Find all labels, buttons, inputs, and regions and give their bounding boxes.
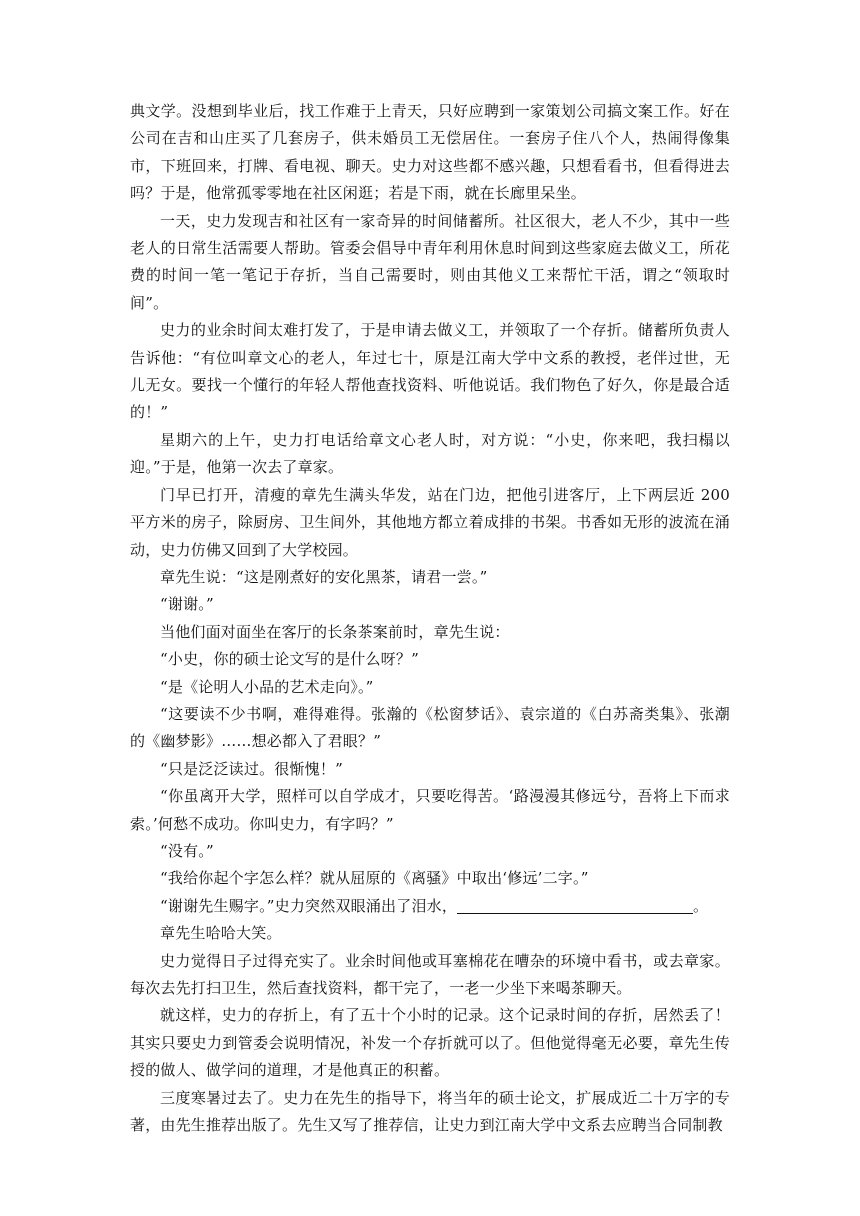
paragraph-11: “这要读不少书啊，难得难得。张瀚的《松窗梦话》、袁宗道的《白苏斋类集》、张潮的《幽梦影》……想必都入了君眼？” (130, 704, 730, 751)
paragraph-12: “只是泛泛读过。很惭愧！” (160, 759, 343, 778)
paragraph-16 (130, 893, 730, 920)
paragraph-16-tail: 。 (693, 896, 709, 915)
paragraph-7: “谢谢。” (160, 595, 214, 614)
paragraph-5: 门早已打开，清瘦的章先生满头华发，站在门边，把他引进客厅，上下两层近 200 平方米的房子，除厨房、卫生间外，其他地方都立着成排的书架。书香如无形的波流在涌动，史力仿佛又回到了大学校园。 (130, 485, 730, 559)
paragraph-17: 章先生哈哈大笑。 (160, 924, 282, 943)
paragraph-3: 史力的业余时间太难打发了，于是申请去做义工，并领取了一个存折。储蓄所负责人告诉他：“有位叫章文心的老人，年过七十，原是江南大学中文系的教授，老伴过世，无儿无女。要找一个懂行的年轻人帮他查找资料、听他说话。我们物色了好久，你是最合适的！” (130, 321, 730, 422)
paragraph-8: 当他们面对面坐在客厅的长条茶案前时，章先生说： (160, 622, 510, 641)
paragraph-9: “小史，你的硕士论文写的是什么呀？” (160, 650, 419, 669)
paragraph-10: “是《论明人小品的艺术走向》。” (160, 677, 374, 696)
paragraph-15: “我给你起个字怎么样？就从屈原的《离骚》中取出‘修远’二字。” (160, 869, 589, 888)
paragraph-1: 典文学。没想到毕业后，找工作难于上青天，只好应聘到一家策划公司搞文案工作。好在公司在吉和山庄买了几套房子，供未婚员工无偿居住。一套房子住八个人，热闹得像集市，下班回来，打牌、看电视、聊天。史力对这些都不感兴趣，只想看看书，但看得进去吗？于是，他常孤零零地在社区闲逛；若是下雨，就在长廊里呆坐。 (130, 102, 730, 203)
paragraph-14: “没有。” (160, 841, 214, 860)
paragraph-18: 史力觉得日子过得充实了。业余时间他或耳塞棉花在嘈杂的环境中看书，或去章家。每次去先打扫卫生，然后查找资料，都干完了，一老一少坐下来喝茶聊天。 (130, 951, 730, 997)
paragraph-20: 三度寒暑过去了。史力在先生的指导下，将当年的硕士论文，扩展成近二十万字的专著，由先生推荐出版了。先生又写了推荐信，让史力到江南大学中文系去应聘当合同制教 (130, 1088, 730, 1135)
paragraph-4: 星期六的上午，史力打电话给章文心老人时，对方说：“小史，你来吧，我扫榻以迎。”于是，他第一次去了章家。 (130, 430, 730, 477)
paragraph-6: 章先生说：“这是刚煮好的安化黑茶，请君一尝。” (160, 567, 488, 586)
paragraph-13: “你虽离开大学，照样可以自学成才，只要吃得苦。‘路漫漫其修远兮，吾将上下而求索。’何愁不成功。你叫史力，有字吗？” (130, 787, 730, 833)
paragraph-19: 就这样，史力的存折上，有了五十个小时的记录。这个记录时间的存折，居然丢了！其实只要史力到管委会说明情况，补发一个存折就可以了。但他觉得毫无必要，章先生传授的做人、做学问的道理，才是他真正的积蓄。 (130, 1006, 730, 1080)
paragraph-2: 一天，史力发现吉和社区有一家奇异的时间储蓄所。社区很大，老人不少，其中一些老人的日常生活需要人帮助。管委会倡导中青年利用休息时间到这些家庭去做义工，所花费的时间一笔一笔记于存折，当自己需要时，则由其他义工来帮忙干活，谓之“领取时间”。 (130, 211, 730, 312)
document-body (130, 98, 730, 1139)
fill-in-blank[interactable] (457, 895, 693, 914)
paragraph-16-text: “谢谢先生赐字。”史力突然双眼涌出了泪水， (160, 896, 458, 915)
